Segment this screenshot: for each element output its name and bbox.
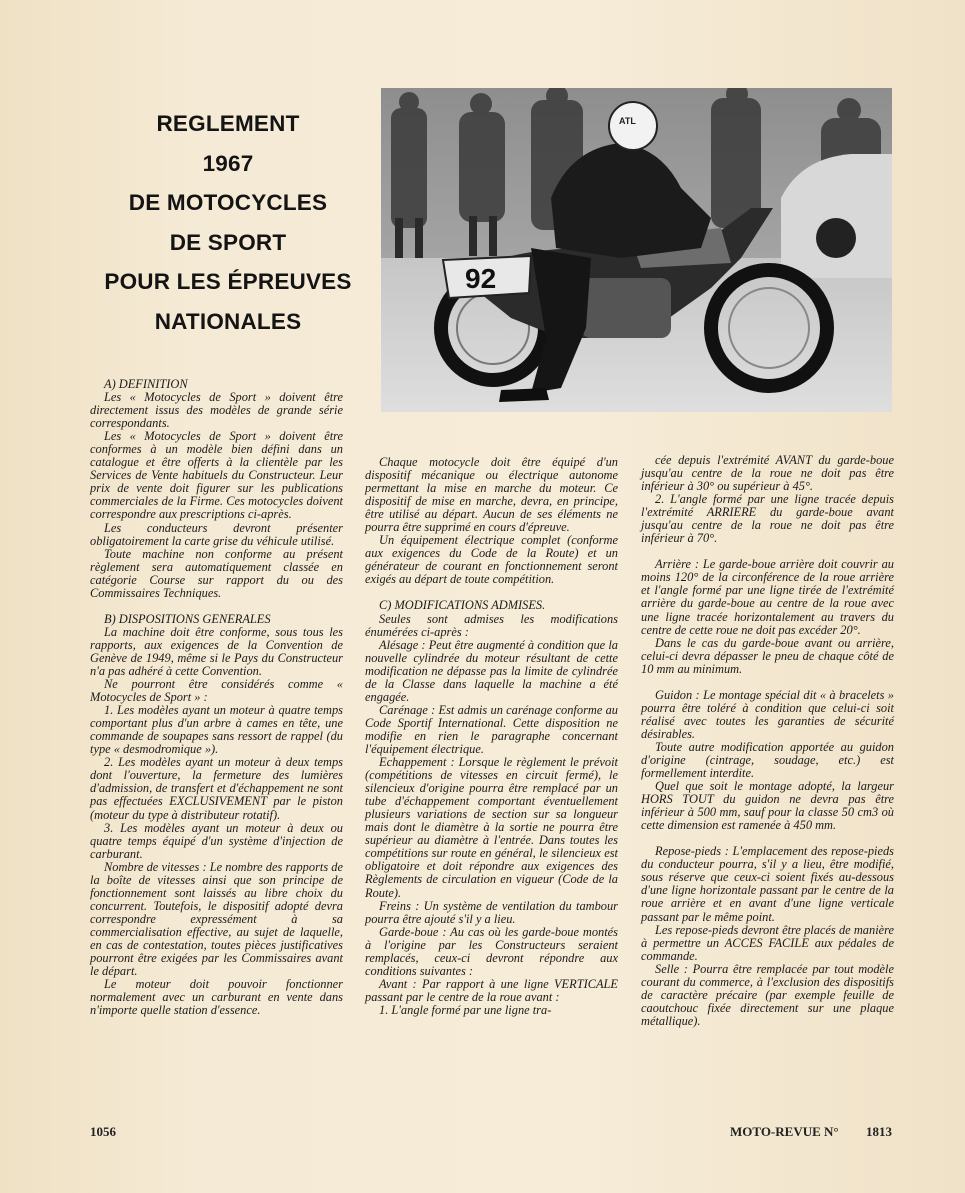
motorcycle-photo: [381, 88, 892, 412]
section-heading: C) MODIFICATIONS ADMISES.: [379, 598, 546, 613]
paragraph: Repose-pieds : L'emplacement des repose-pieds du conducteur pourra, s'il y a lieu, être modifié, sous réserve que ceux-ci soient fixés au-dessous d'une ligne horizontale passant par le centre de la roue arrière et en avant d'une ligne verticale passant par le même point.: [641, 844, 894, 924]
page-number: 1056: [90, 1124, 116, 1139]
paragraph: 1. Les modèles ayant un moteur à quatre temps comportant plus d'un arbre à cames en tête, une commande de soupapes sans ressort de rappel (du type « desmodromique »).: [90, 703, 343, 757]
paragraph: Nombre de vitesses : Le nombre des rapports de la boîte de vitesses ainsi que son principe de fonctionnement sont laissés au libre choix du concurrent. Toutefois, le dispositif adopté devra correspondre expressément à sa commercialisation effective, au sujet de laquelle, en cas de contestation, toutes pièces justificatives pourront être exigées par les Commissaires avant le départ.: [90, 859, 343, 979]
paragraph: Les « Motocycles de Sport » doivent être conformes à un modèle bien défini dans un catalogue et être offerts à la clientèle par les Services de Vente habituels du Constructeur. Leur prix de vente doit figurer sur les publications commerciales de la Firme. Ces motocycles doivent correspondre aux prescriptions ci-après.: [90, 429, 343, 522]
paragraph: Ne pourront être considérés comme « Motocycles de Sport » :: [90, 677, 343, 705]
text-column-2: [365, 456, 618, 1017]
issue-number: 1813: [866, 1124, 892, 1139]
paragraph: Guidon : Le montage spécial dit « à bracelets » pourra être toléré à condition que celui-ci soit réalisé avec toutes les garanties de sécurité désirables.: [641, 687, 894, 741]
paragraph: Seules sont admises les modifications énumérées ci-après :: [365, 611, 618, 639]
title-line: DE SPORT: [169, 229, 287, 255]
paragraph: 1. L'angle formé par une ligne tra-: [379, 1002, 552, 1017]
paragraph: Les « Motocycles de Sport » doivent être directement issus des modèles de grande série correspondants.: [90, 390, 343, 431]
section-heading: A) DEFINITION: [104, 377, 188, 391]
paragraph: Les repose-pieds devront être placés de manière à permettre un ACCES FACILE aux pédales de commande.: [641, 922, 894, 963]
paragraph: Toute autre modification apportée au guidon d'origine (cintrage, soudage, etc.) est formellement interdite.: [641, 739, 894, 781]
paragraph: Selle : Pourra être remplacée par tout modèle courant du commerce, à l'exclusion des dispositifs de caractère précaire (par exemple feuille de caoutchouc fixée directement sur une plaque métallique).: [641, 961, 894, 1028]
race-number: 92: [465, 263, 497, 294]
title-line: REGLEMENT: [156, 111, 300, 136]
paragraph: Un équipement électrique complet (conforme aux exigences du Code de la Route) et un générateur de courant en fonctionnement seront exigés au départ de toute compétition.: [365, 533, 618, 587]
title-line: POUR LES ÉPREUVES: [104, 269, 352, 294]
paragraph-gap: [641, 676, 894, 689]
paragraph: Dans le cas du garde-boue avant ou arrière, celui-ci devra dépasser le pneu de chaque côté de 10 mm au minimum.: [641, 635, 894, 676]
magazine-name: MOTO-REVUE N°: [730, 1124, 839, 1139]
paragraph: 2. Les modèles ayant un moteur à deux temps dont l'ouverture, la fermeture des lumières d'admission, de transfert et d'échappement ne sont pas effectuées EXCLUSIVEMENT par le piston (moteur du type à distributeur rotatif).: [90, 755, 343, 822]
text-column-1: [90, 378, 343, 1017]
paragraph: Chaque motocycle doit être équipé d'un dispositif mécanique ou électrique autonome permettant la mise en marche du moteur. Ce dispositif de mise en marche, devra, en principe, être utilisé au départ. Aucun de ses éléments ne pourra être supprimé en cours d'épreuve.: [365, 455, 618, 535]
paragraph: Arrière : Le garde-boue arrière doit couvrir au moins 120° de la circonférence de la roue arrière et l'angle formé par une ligne tirée de l'extrémité arrière du garde-boue au centre de la roue avec une ligne tracée horizontalement au travers du centre de cette roue ne doit pas excéder 20°.: [641, 557, 894, 637]
paragraph: Carénage : Est admis un carénage conforme au Code Sportif International. Cette disposition ne modifie en rien le paragraphe concernant l'équipement électrique.: [365, 702, 618, 756]
paragraph: Alésage : Peut être augmenté à condition que la nouvelle cylindrée du moteur résultant de cette modification ne dépasse pas la limite de cylindrée de la Classe dans laquelle la machine a été engagée.: [365, 637, 618, 704]
paragraph: Avant : Par rapport à une ligne VERTICALE passant par le centre de la roue avant :: [365, 976, 618, 1004]
title-line: NATIONALES: [154, 308, 302, 334]
paragraph: 3. Les modèles ayant un moteur à deux ou quatre temps équipé d'un système d'injection de carburant.: [90, 820, 343, 861]
paragraph: La machine doit être conforme, sous tous les rapports, aux exigences de la Convention de Genève de 1949, même si le Pays du Constructeur n'a pas adhéré à cette Convention.: [90, 624, 343, 678]
title-line: DE MOTOCYCLES: [128, 190, 328, 215]
paragraph-gap: [90, 600, 343, 613]
paragraph: Echappement : Lorsque le règlement le prévoit (compétitions de vitesses en circuit fermé), le silencieux d'origine pourra être remplacé par un tube d'échappement comportant éventuellement plusieurs variations de section sur sa longueur mais dont le diamètre à la sortie ne pourra être supérieur au diamètre à l'entrée. Dans toutes les compétitions sur route en général, le silencieux est obligatoire et doit répondre aux exigences des Règlements de circulation en vigueur (Code de la Route).: [365, 755, 618, 900]
paragraph: Les conducteurs devront présenter obligatoirement la carte grise du véhicule utilisé.: [90, 520, 343, 548]
section-heading: B) DISPOSITIONS GENERALES: [104, 611, 271, 626]
paragraph: Freins : Un système de ventilation du tambour pourra être ajouté s'il y a lieu.: [365, 898, 618, 926]
text-column-3: [641, 454, 894, 1028]
paragraph: 2. L'angle formé par une ligne tracée depuis l'extrémité ARRIERE du garde-boue avant jusqu'au centre de la roue ne doit pas être inférieur à 70°.: [641, 492, 894, 546]
title-line: 1967: [202, 150, 254, 176]
paragraph: Quel que soit le montage adopté, la largeur HORS TOUT du guidon ne devra pas être inférieur à 500 mm, sauf pour la classe 50 cm3 où cette dimension est ramenée à 450 mm.: [641, 779, 894, 833]
paragraph: Le moteur doit pouvoir fonctionner normalement avec un carburant en vente dans n'importe quelle station d'essence.: [90, 977, 343, 1018]
paragraph: cée depuis l'extrémité AVANT du garde-boue jusqu'au centre de la roue ne doit pas être inférieur à 30° ou supérieur à 45°.: [641, 453, 894, 494]
article-title: [78, 104, 378, 341]
paragraph: Toute machine non conforme au présent règlement sera automatiquement classée en catégorie Course sur rapport du ou des Commissaires Techniques.: [90, 546, 343, 600]
helmet-text: ATL: [619, 116, 636, 126]
paragraph: Garde-boue : Au cas où les garde-boue montés à l'origine par les Constructeurs seraient remplacés, ceux-ci devront répondre aux conditions suivantes :: [365, 924, 618, 978]
